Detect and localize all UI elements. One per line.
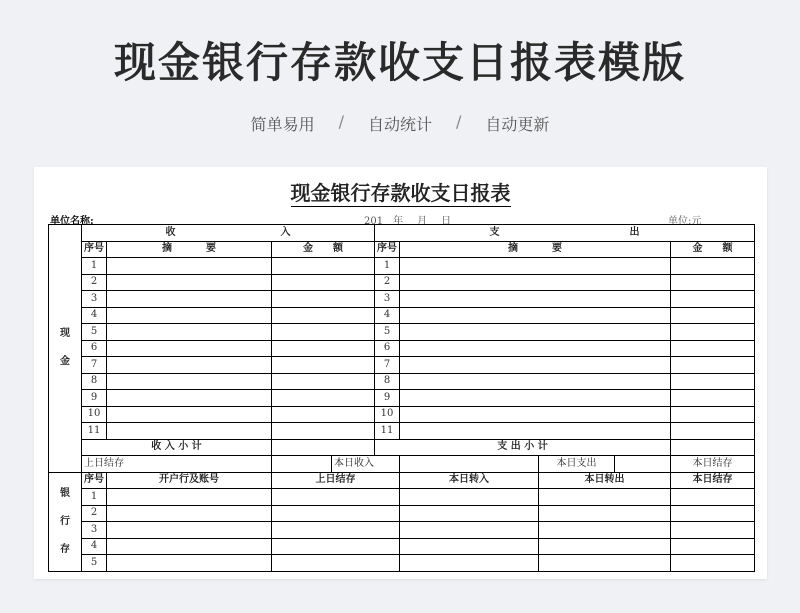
bank-today-balance-cell[interactable] [671,489,755,506]
prev-balance-label: 上日结存 [82,456,272,473]
bank-account-cell[interactable] [107,555,272,572]
expense-summary-cell[interactable] [400,390,671,407]
bank-today-balance-cell[interactable] [671,538,755,555]
bank-today-balance-cell[interactable] [671,522,755,539]
expense-amount-cell[interactable] [671,340,755,357]
income-seq-cell: 2 [82,274,107,291]
bank-column-header-row [49,472,755,489]
tag-auto-update: 自动更新 [485,115,550,134]
income-seq-cell: 6 [82,340,107,357]
bank-side-label: 银 行 存 [49,472,82,571]
income-summary-cell[interactable] [107,340,272,357]
bank-account-cell[interactable] [107,505,272,522]
bank-account-cell[interactable] [107,489,272,506]
income-seq-cell: 10 [82,406,107,423]
prev-balance-value[interactable] [272,456,332,473]
bank-transfer-in-header: 本日转入 [400,472,539,489]
expense-seq-cell: 1 [375,258,400,275]
income-summary-cell[interactable] [107,324,272,341]
today-income-label: 本日收入 [332,456,400,473]
expense-subtotal-label: 支 出 小 计 [375,439,671,456]
bank-prev-balance-cell[interactable] [272,489,400,506]
expense-subtotal-value[interactable] [671,439,755,456]
bank-prev-balance-cell[interactable] [272,555,400,572]
expense-seq-cell: 6 [375,340,400,357]
expense-seq-cell: 2 [375,274,400,291]
expense-summary-cell[interactable] [400,274,671,291]
income-summary-cell[interactable] [107,274,272,291]
bank-entry-row [49,505,755,522]
sheet-title: 现金银行存款收支日报表 [290,181,511,205]
expense-summary-cell[interactable] [400,340,671,357]
income-amount-cell[interactable] [272,373,375,390]
unit-name-label: 单位名称: [50,216,94,227]
bank-transfer-out-cell[interactable] [539,489,671,506]
income-summary-cell[interactable] [107,390,272,407]
bank-entry-row [49,538,755,555]
expense-seq-cell: 5 [375,324,400,341]
income-amount-cell[interactable] [272,258,375,275]
cash-balance-row [49,456,755,473]
bank-transfer-in-cell[interactable] [400,505,539,522]
bank-prev-balance-cell[interactable] [272,538,400,555]
expense-amount-cell[interactable] [671,258,755,275]
bank-transfer-out-cell[interactable] [539,505,671,522]
cash-header-row [49,225,755,242]
income-summary-cell[interactable] [107,373,272,390]
expense-summary-cell[interactable] [400,373,671,390]
expense-amount-cell[interactable] [671,357,755,374]
income-seq-cell: 8 [82,373,107,390]
tag-separator: / [456,112,462,131]
bank-seq-cell: 4 [82,538,107,555]
today-expense-label: 本日支出 [539,456,615,473]
daily-report-table [48,224,755,572]
income-seq-cell: 3 [82,291,107,308]
income-amount-header: 金 额 [272,241,375,258]
income-summary-cell[interactable] [107,307,272,324]
bank-today-balance-cell[interactable] [671,505,755,522]
income-summary-cell[interactable] [107,291,272,308]
income-seq-cell: 1 [82,258,107,275]
expense-amount-cell[interactable] [671,406,755,423]
bank-entry-row [49,555,755,572]
expense-summary-header: 摘 要 [400,241,671,258]
cash-entry-row [49,258,755,275]
bank-account-header: 开户行及账号 [107,472,272,489]
tag-auto-stats: 自动统计 [367,115,432,134]
bank-today-balance-cell[interactable] [671,555,755,572]
expense-summary-cell[interactable] [400,258,671,275]
bank-transfer-in-cell[interactable] [400,538,539,555]
bank-prev-balance-cell[interactable] [272,505,400,522]
expense-amount-cell[interactable] [671,390,755,407]
expense-summary-cell[interactable] [400,324,671,341]
bank-entry-row [49,489,755,506]
income-summary-cell[interactable] [107,423,272,440]
expense-seq-cell: 4 [375,307,400,324]
income-amount-cell[interactable] [272,324,375,341]
cash-entry-row [49,390,755,407]
expense-summary-cell[interactable] [400,406,671,423]
currency-unit-label: 单位:元 [668,216,702,227]
bank-transfer-out-cell[interactable] [539,522,671,539]
bank-transfer-out-header: 本日转出 [539,472,671,489]
expense-seq-cell: 10 [375,406,400,423]
income-amount-cell[interactable] [272,406,375,423]
income-amount-cell[interactable] [272,274,375,291]
report-date: 201 年 月 日 [364,216,452,227]
expense-header: 支 出 [375,225,755,242]
feature-tags [0,112,800,135]
income-amount-cell[interactable] [272,291,375,308]
bank-today-balance-header: 本日结存 [671,472,755,489]
bank-prev-balance-header: 上日结存 [272,472,400,489]
income-subtotal-value[interactable] [272,439,375,456]
tag-separator: / [338,112,344,131]
income-summary-cell[interactable] [107,406,272,423]
bank-transfer-out-cell[interactable] [539,555,671,572]
income-seq-cell: 11 [82,423,107,440]
bank-seq-cell: 2 [82,505,107,522]
expense-seq-cell: 3 [375,291,400,308]
income-amount-cell[interactable] [272,340,375,357]
bank-transfer-in-cell[interactable] [400,522,539,539]
cash-entry-row [49,406,755,423]
bank-transfer-in-cell[interactable] [400,489,539,506]
today-balance-label: 本日结存 [671,456,755,473]
today-expense-value[interactable] [615,456,671,473]
expense-amount-cell[interactable] [671,291,755,308]
expense-amount-cell[interactable] [671,373,755,390]
expense-seq-cell: 8 [375,373,400,390]
cash-entry-row [49,373,755,390]
income-seq-cell: 9 [82,390,107,407]
bank-prev-balance-cell[interactable] [272,522,400,539]
cash-entry-row [49,357,755,374]
cash-entry-row [49,274,755,291]
income-amount-cell[interactable] [272,390,375,407]
income-amount-cell[interactable] [272,357,375,374]
bank-seq-cell: 1 [82,489,107,506]
expense-seq-cell: 7 [375,357,400,374]
expense-seq-cell: 9 [375,390,400,407]
cash-entry-row [49,340,755,357]
expense-amount-cell[interactable] [671,307,755,324]
today-income-value[interactable] [400,456,539,473]
bank-account-cell[interactable] [107,522,272,539]
cash-entry-row [49,324,755,341]
income-summary-header: 摘 要 [107,241,272,258]
income-seq-cell: 7 [82,357,107,374]
expense-summary-cell[interactable] [400,423,671,440]
income-amount-cell[interactable] [272,307,375,324]
expense-summary-cell[interactable] [400,307,671,324]
expense-summary-cell[interactable] [400,291,671,308]
bank-seq-cell: 5 [82,555,107,572]
bank-account-cell[interactable] [107,538,272,555]
expense-seq-header: 序号 [375,241,400,258]
expense-seq-cell: 11 [375,423,400,440]
cash-entry-row [49,291,755,308]
income-header: 收 入 [82,225,375,242]
cash-entry-row [49,307,755,324]
expense-amount-header: 金 额 [671,241,755,258]
cash-entry-row [49,423,755,440]
income-seq-cell: 4 [82,307,107,324]
bank-seq-header: 序号 [82,472,107,489]
income-summary-cell[interactable] [107,258,272,275]
income-seq-cell: 5 [82,324,107,341]
cash-column-header-row [49,241,755,258]
report-sheet [34,167,767,579]
expense-amount-cell[interactable] [671,274,755,291]
bank-seq-cell: 3 [82,522,107,539]
cash-subtotal-row [49,439,755,456]
tag-easy: 简单易用 [250,115,315,134]
expense-amount-cell[interactable] [671,423,755,440]
page-title: 现金银行存款收支日报表模版 [113,38,686,87]
income-subtotal-label: 收 入 小 计 [82,439,272,456]
bank-entry-row [49,522,755,539]
bank-transfer-in-cell[interactable] [400,555,539,572]
income-seq-header: 序号 [82,241,107,258]
income-amount-cell[interactable] [272,423,375,440]
bank-transfer-out-cell[interactable] [539,538,671,555]
expense-summary-cell[interactable] [400,357,671,374]
income-summary-cell[interactable] [107,357,272,374]
expense-amount-cell[interactable] [671,324,755,341]
cash-side-label: 现 金 [49,225,82,473]
